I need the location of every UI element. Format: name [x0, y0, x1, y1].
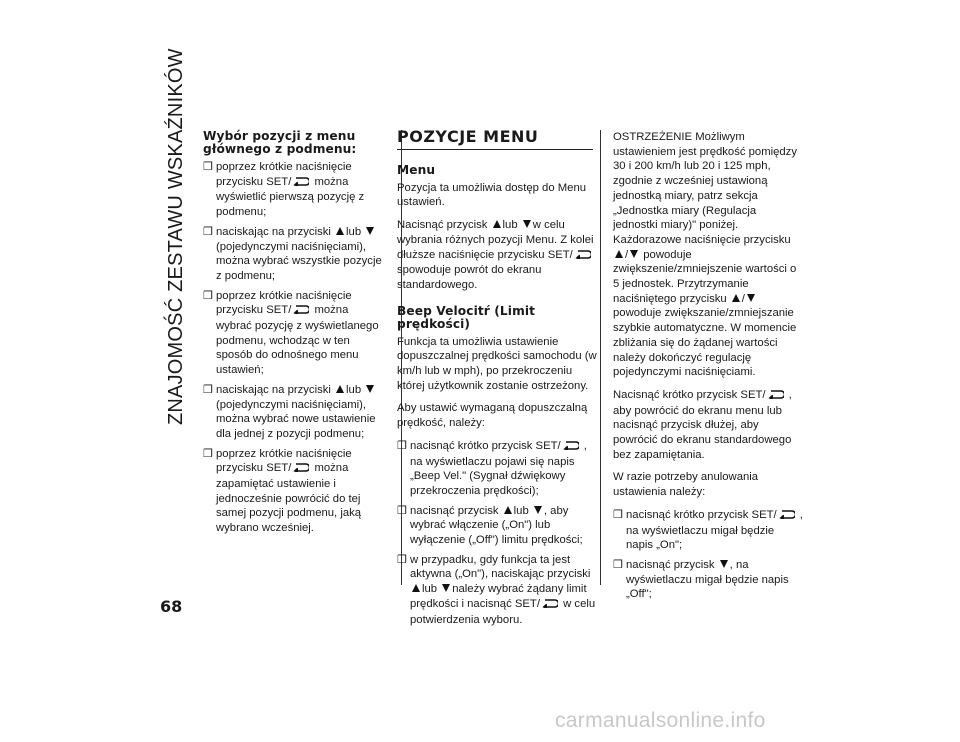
text-run: w celu potwierdzenia wyboru.: [410, 597, 596, 626]
checkbox-bullet-icon: ❒: [203, 289, 213, 302]
return-icon: [293, 176, 309, 191]
paragraph: [613, 388, 803, 463]
text-run: poprzez krótkie naciśnięcie przycisku SET/: [216, 161, 352, 188]
text-run: nacisnąć przycisk: [626, 558, 718, 571]
return-icon: [779, 509, 795, 524]
text-run: można zapamiętać ustawienie i jednocześnie powrócić do tej samej pozycji podmenu, jaką wybrano wcześniej.: [216, 462, 362, 535]
checkbox-bullet-icon: ❒: [397, 553, 407, 566]
arrow-up-icon: [504, 506, 512, 514]
text-run: lub: [513, 504, 532, 517]
list-item: [203, 160, 383, 220]
text-run: lub: [502, 219, 521, 232]
text-run: OSTRZEŻENIE Możliwym ustawieniem jest prędkość pomiędzy 30 i 200 km/h lub 20 i 125 mph, zgodnie z wcześniej ustawioną jednostką miary, patrz sekcja „Jednostka miary (Regulacja jednostki miary)" poniżej. Każdorazowe naciśnięcie przycisku: [613, 131, 797, 246]
text-run: naciskając na przyciski: [216, 225, 335, 238]
text-run: , na wyświetlaczu migał będzie napis „Off";: [626, 558, 789, 601]
column-divider: [600, 130, 601, 585]
text-run: w celu wybrania różnych pozycji Menu. Z kolei dłuższe naciśnięcie przycisku SET/: [397, 219, 594, 261]
submenu-heading: Wybór pozycji z menu głównego z podmenu:: [203, 129, 357, 156]
list-item: [203, 383, 383, 442]
text-run: (pojedynczymi naciśnięciami), można wybrać nowe ustawienie dla jednej z pozycji podmenu;: [216, 398, 376, 440]
text-run: można wybrać pozycję z wyświetlanego podmenu, wchodząc w ten sposób do odnośnego menu ustawień;: [216, 304, 379, 377]
checkbox-bullet-icon: ❒: [397, 439, 407, 452]
text-run: spowoduje powrót do ekranu standardowego.: [397, 264, 542, 291]
return-icon: [293, 304, 309, 319]
return-icon: [542, 598, 558, 613]
list-item: [613, 558, 803, 602]
arrow-up-icon: [412, 584, 420, 592]
text-run: , aby wybrać włączenie („On") lub wyłączenie („Off") limitu prędkości;: [410, 504, 583, 547]
list-item: [203, 225, 383, 284]
checkbox-bullet-icon: ❒: [203, 383, 213, 396]
column-3: [613, 130, 803, 607]
list-item: [203, 289, 383, 378]
text-run: Nacisnąć krótko przycisk SET/: [613, 388, 766, 401]
arrow-down-icon: [442, 584, 450, 592]
text-run: poprzez krótkie naciśnięcie przycisku SET/: [216, 289, 352, 317]
text-run: powoduje zwiększenie/zmniejszenie wartości o 5 jednostek. Przytrzymanie naciśniętego przycisku: [613, 248, 797, 305]
return-icon: [563, 440, 579, 455]
text-run: (pojedynczymi naciśnięciami), można wybrać wszystkie pozycje z podmenu;: [216, 240, 382, 282]
return-icon: [293, 462, 309, 477]
beep-heading: Beep Velocitŕ (Limit prędkości): [397, 303, 536, 331]
arrow-down-icon: [366, 385, 374, 393]
bullet-list: [613, 508, 803, 602]
list-item: [397, 439, 597, 499]
list-item: [397, 553, 597, 628]
arrow-up-icon: [615, 250, 623, 258]
arrow-down-icon: [366, 227, 374, 235]
return-icon: [768, 389, 784, 404]
text-run: /: [741, 292, 745, 305]
paragraph: Funkcja ta umożliwia ustawienie dopuszczalnej prędkości samochodu (w km/h lub w mph), po przekroczeniu której użytkownik zostanie ostrzeżony.: [397, 335, 597, 392]
text-run: Nacisnąć przycisk: [397, 219, 491, 232]
text-run: lub: [346, 225, 365, 238]
text-run: w przypadku, gdy funkcja ta jest aktywna („On"), naciskając przyciski: [410, 553, 591, 581]
list-item: [203, 447, 383, 536]
text-run: , na wyświetlaczu pojawi się napis „Beep Vel." (Sygnał dźwiękowy przekroczenia prędkości);: [410, 439, 587, 497]
arrow-up-icon: [493, 220, 501, 228]
text-run: poprzez krótkie naciśnięcie przycisku SET/: [216, 447, 352, 475]
checkbox-bullet-icon: ❒: [613, 558, 623, 571]
paragraph: [397, 218, 597, 293]
text-run: /: [625, 248, 629, 261]
paragraph: W razie potrzeby anulowania ustawienia należy:: [613, 471, 759, 499]
arrow-down-icon: [534, 506, 542, 514]
checkbox-bullet-icon: ❒: [203, 161, 213, 173]
checkbox-bullet-icon: ❒: [397, 504, 407, 517]
column-2: [397, 127, 597, 632]
checkbox-bullet-icon: ❒: [203, 225, 213, 238]
return-icon: [575, 249, 591, 264]
text-run: lub: [346, 383, 365, 396]
arrow-up-icon: [336, 385, 344, 393]
text-run: należy wybrać żądany limit prędkości i nacisnąć SET/: [410, 583, 587, 610]
paragraph: Aby ustawić wymaganą dopuszczalną prędkość, należy:: [397, 402, 588, 430]
column-1: [203, 130, 383, 541]
watermark: carmanualsonline.info: [555, 709, 766, 732]
menu-heading: Menu: [397, 162, 436, 177]
text-run: , na wyświetlaczu migał będzie napis „On";: [626, 508, 803, 552]
arrow-down-icon: [720, 560, 728, 568]
checkbox-bullet-icon: ❒: [203, 447, 213, 460]
arrow-up-icon: [732, 294, 740, 302]
text-run: nacisnąć przycisk: [410, 504, 502, 517]
arrow-up-icon: [336, 227, 344, 235]
text-run: nacisnąć krótko przycisk SET/: [626, 508, 777, 521]
paragraph: Pozycja ta umożliwia dostęp do Menu ustawień.: [397, 181, 587, 209]
side-section-title: ZNAJOMOŚĆ ZESTAWU WSKAŹNIKÓW: [165, 48, 187, 425]
bullet-list: [397, 439, 597, 627]
text-run: , aby powrócić do ekranu menu lub nacisnąć przycisk dłużej, aby powrócić do ekranu standardowego bez zapamiętania.: [613, 388, 792, 461]
text-run: lub: [422, 583, 441, 596]
arrow-down-icon: [747, 294, 755, 302]
text-run: można wyświetlić pierwszą pozycję z podmenu;: [216, 175, 365, 219]
arrow-down-icon: [630, 250, 638, 258]
bullet-list: [203, 160, 383, 536]
list-item: [397, 504, 597, 548]
checkbox-bullet-icon: ❒: [613, 508, 623, 521]
section-title: POZYCJE MENU: [397, 130, 593, 150]
arrow-down-icon: [523, 220, 531, 228]
text-run: naciskając na przyciski: [216, 383, 335, 396]
page-number: 68: [160, 597, 183, 616]
paragraph: [613, 130, 803, 380]
text-run: powoduje zwiększanie/zmniejszanie szybkie automatyczne. W momencie zbliżania się do żądanej wartości należy dokończyć regulację pojedynczymi naciśnięciami.: [613, 307, 797, 379]
text-run: nacisnąć krótko przycisk SET/: [410, 439, 561, 452]
list-item: [613, 508, 803, 553]
